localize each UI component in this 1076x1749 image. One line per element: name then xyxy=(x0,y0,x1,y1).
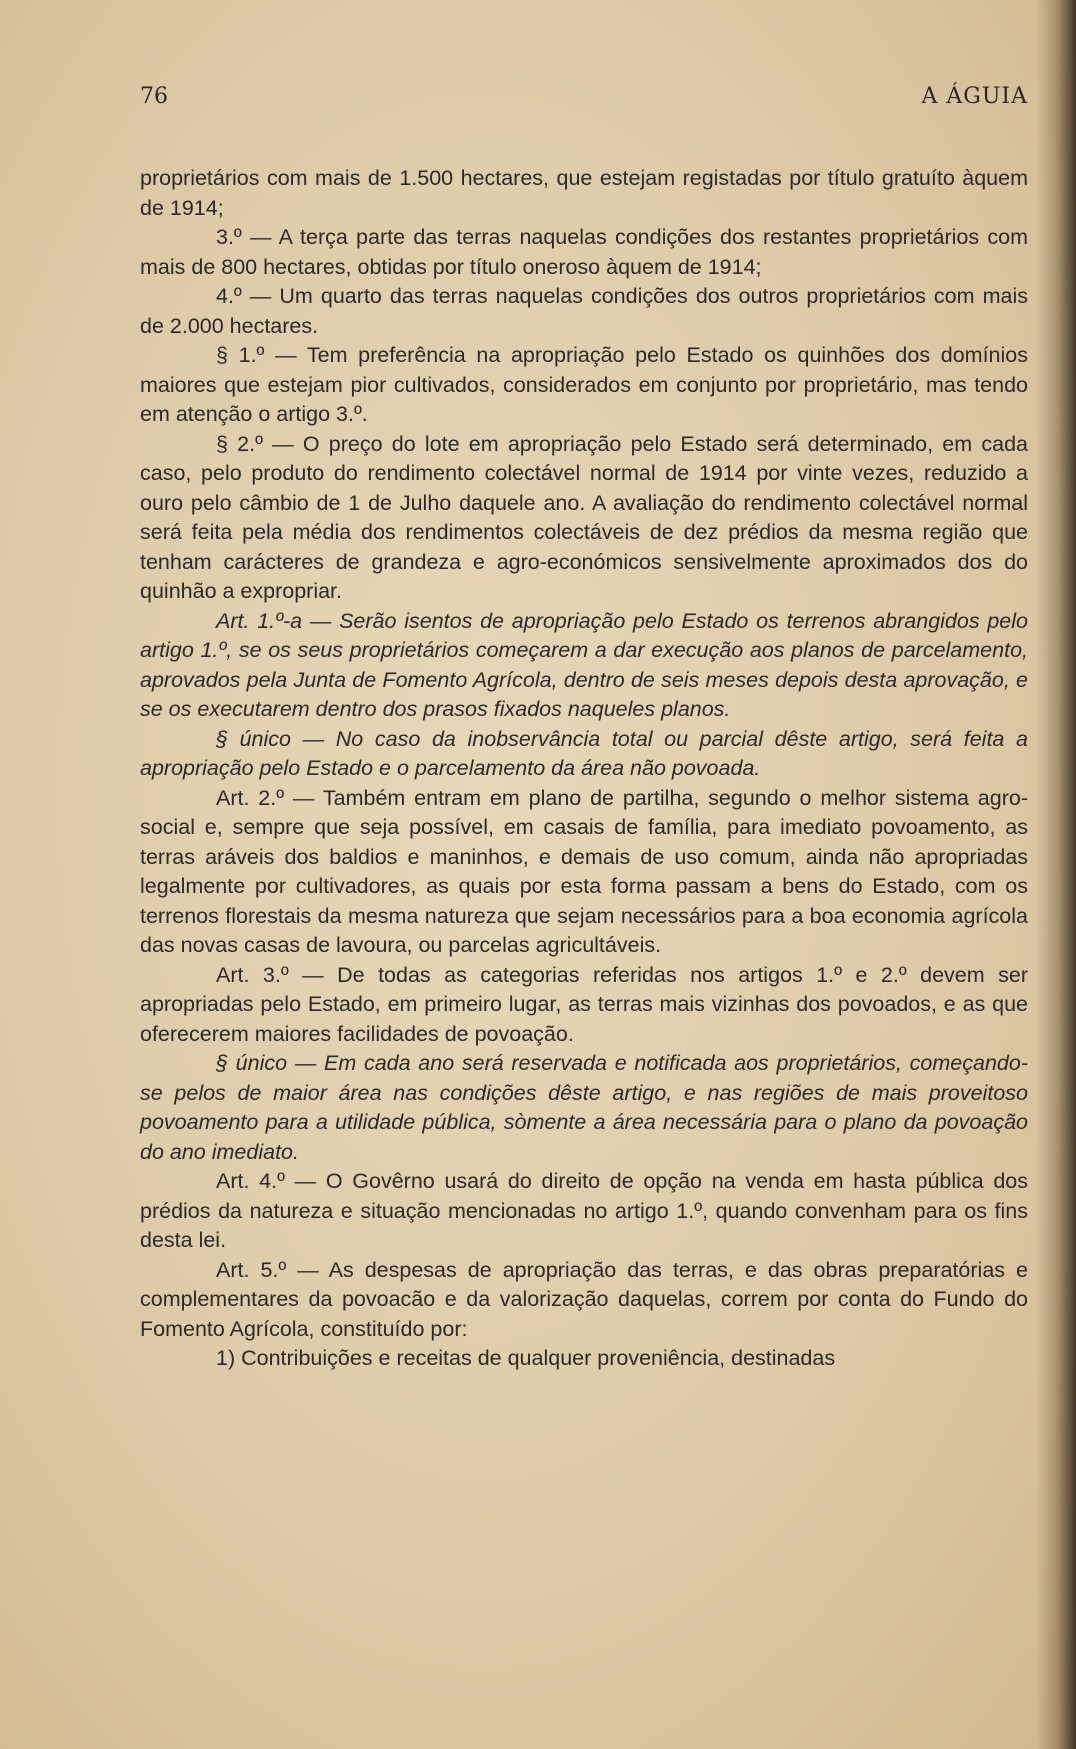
paragraph: Art. 5.º — As despesas de apropriação das terras, e das obras preparatórias e complementares da povoacão e da valorização daquelas, correm por conta do Fundo do Fomento Agrícola, constituído por: xyxy=(140,1257,1028,1341)
paragraph: § único — No caso da inobservância total ou parcial dêste artigo, será feita a apropriação pelo Estado e o parcelamento da área não povoada. xyxy=(140,726,1028,780)
paragraph: 3.º — A terça parte das terras naquelas condições dos restantes proprietários com mais de 800 hectares, obtidas por título oneroso àquem de 1914; xyxy=(140,225,1028,279)
paragraph: § 1.º — Tem preferência na apropriação pelo Estado os quinhões dos domínios maiores que estejam pior cultivados, considerados em conjunto por proprietário, mas tendo em atenção o artigo 3.º. xyxy=(140,343,1028,426)
paragraph: Art. 2.º — Também entram em plano de partilha, segundo o melhor sistema agro-social e, sempre que seja possível, em casais de família, para imediato povoamento, as terras aráveis dos baldios e maninhos, e demais de uso comum, ainda não apropriadas legalmente por cultivadores, as quais por esta forma passam a bens do Estado, com os terrenos florestais da mesma natureza que sejam necessários para a boa economia agrícola das novas casas de lavoura, ou parcelas agricultáveis. xyxy=(140,785,1028,957)
paragraph: Art. 1.º-a — Serão isentos de apropriação pelo Estado os terrenos abrangidos pelo artigo 1.º, se os seus proprietários começarem a dar execução aos planos de parcelamento, aprovados pela Junta de Fomento Agrícola, dentro de seis meses depois desta aprovação, e se os executarem dentro dos prasos fixados naqueles planos. xyxy=(140,608,1028,721)
paragraph: § 2.º — O preço do lote em apropriação pelo Estado será determinado, em cada caso, pelo produto do rendimento colectável normal de 1914 por vinte vezes, reduzido a ouro pelo câmbio de 1 de Julho daquele ano. A avaliação do rendimento colectável normal será feita pela média dos rendimentos colectáveis de dez prédios da mesma região que tenham carácteres de grandeza e agro-económicos sensivelmente aproximados dos do quinhão a expropriar. xyxy=(140,431,1028,603)
running-title: A ÁGUIA xyxy=(921,84,1028,109)
paragraph: 1) Contribuições e receitas de qualquer proveniência, destinadas xyxy=(216,1346,836,1370)
page-edge-shadow xyxy=(1036,0,1076,1749)
body-text xyxy=(140,164,1028,1374)
paragraph: Art. 3.º — De todas as categorias referidas nos artigos 1.º e 2.º devem ser apropriadas pelo Estado, em primeiro lugar, as terras mais vizinhas dos povoados, e as que oferecerem maiores facilidades de povoação. xyxy=(140,962,1028,1046)
paragraph: 4.º — Um quarto das terras naquelas condições dos outros proprietários com mais de 2.000 hectares. xyxy=(140,284,1028,338)
page-number: 76 xyxy=(140,84,168,109)
paragraph: Art. 4.º — O Govêrno usará do direito de opção na venda em hasta pública dos prédios da natureza e situação mencionadas no artigo 1.º, quando convenham para os fins desta lei. xyxy=(140,1169,1028,1252)
paragraph: § único — Em cada ano será reservada e notificada aos proprietários, começando-se pelos de maior área nas condições dêste artigo, e nas regiões de mais proveitoso povoamento para a utilidade pública, sòmente a área necessária para o plano da povoação do ano imediato. xyxy=(140,1051,1028,1164)
paragraph: proprietários com mais de 1.500 hectares, que estejam registadas por título gratuíto àquem de 1914; xyxy=(140,166,1028,220)
